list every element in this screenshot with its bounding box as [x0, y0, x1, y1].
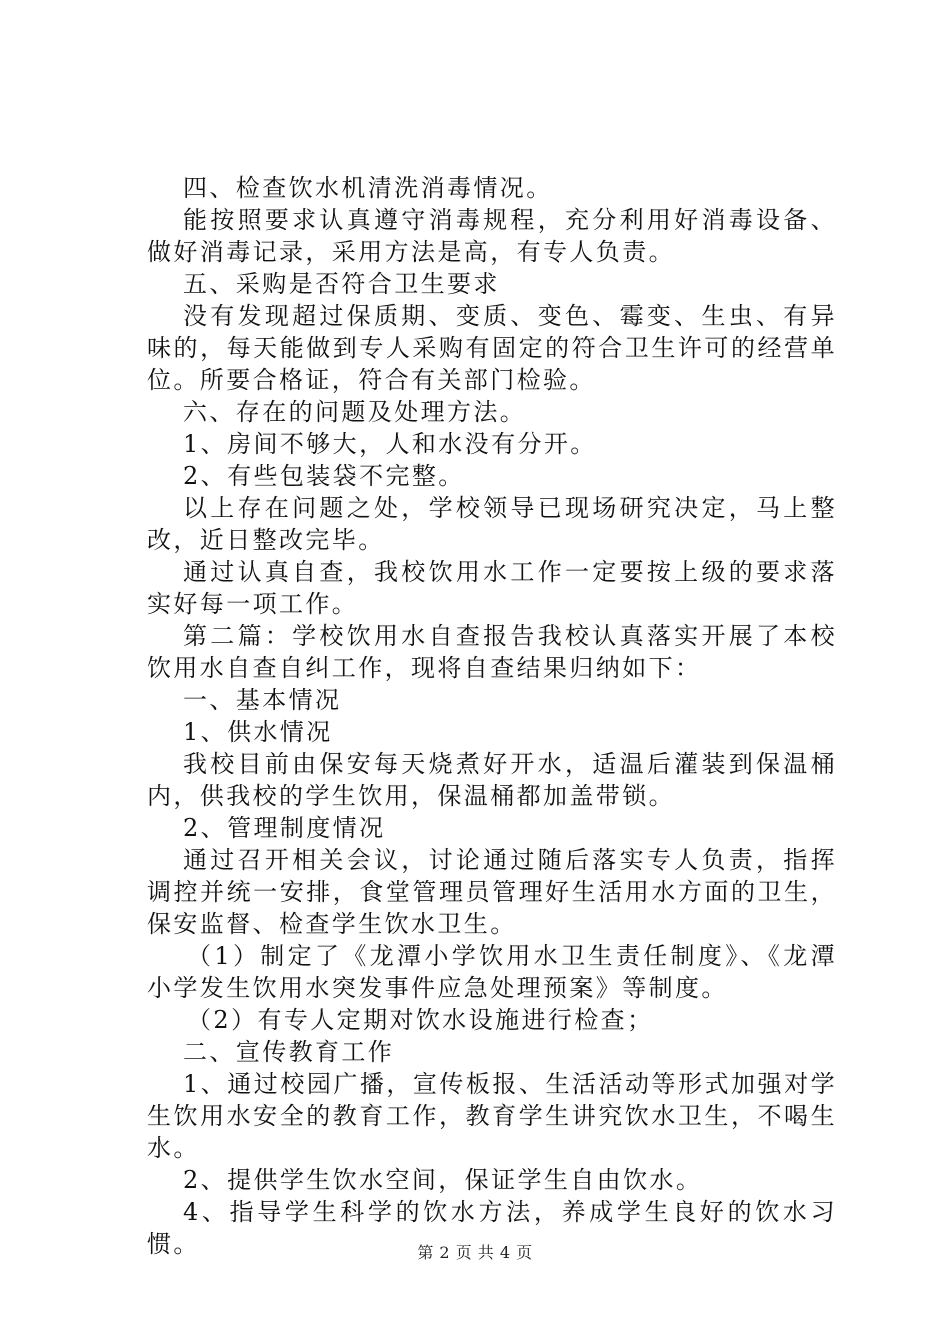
subheading-water-supply: 1、供水情况: [183, 718, 333, 746]
section-heading-basic-info: 一、基本情况: [183, 686, 342, 714]
section-heading-four: 四、检查饮水机清洗消毒情况。: [183, 174, 553, 202]
paragraph-disinfection: 能按照要求认真遵守消毒规程，充分利用好消毒设备、做好消毒记录，采用方法是高，有专人负责。: [147, 206, 837, 266]
section-heading-education: 二、宣传教育工作: [183, 1038, 395, 1066]
paragraph-purchasing: 没有发现超过保质期、变质、变色、霉变、生虫、有异味的，每天能做到专人采购有固定的符合卫生许可的经营单位。所要合格证，符合有关部门检验。: [147, 302, 837, 394]
list-item-regulation-1: （1）制定了《龙潭小学饮用水卫生责任制度》、《龙潭小学发生饮用水突发事件应急处理预案》等制度。: [147, 942, 837, 1002]
page-number-footer: 第 2 页 共 4 页: [417, 1243, 533, 1262]
paragraph-second-report-intro: 第二篇：学校饮用水自查报告我校认真落实开展了本校饮用水自查自纠工作，现将自查结果归纳如下：: [147, 622, 837, 682]
paragraph-rectification: 以上存在问题之处，学校领导已现场研究决定，马上整改，近日整改完毕。: [147, 494, 837, 554]
subheading-management: 2、管理制度情况: [183, 814, 386, 842]
section-heading-five: 五、采购是否符合卫生要求: [183, 270, 500, 298]
list-item-education-1: 1、通过校园广播，宣传板报、生活活动等形式加强对学生饮用水安全的教育工作，教育学生讲究饮水卫生，不喝生水。: [147, 1070, 837, 1162]
list-item-regulation-2: （2）有专人定期对饮水设施进行检查；: [187, 1006, 654, 1034]
document-body: [147, 172, 837, 1260]
list-item-education-2: 2、提供学生饮水空间，保证学生自由饮水。: [183, 1166, 703, 1194]
list-item-problem-2: 2、有些包装袋不完整。: [183, 462, 465, 490]
paragraph-water-supply: 我校目前由保安每天烧煮好开水，适温后灌装到保温桶内，供我校的学生饮用，保温桶都加盖带锁。: [147, 750, 837, 810]
paragraph-conclusion: 通过认真自查，我校饮用水工作一定要按上级的要求落实好每一项工作。: [147, 558, 837, 618]
paragraph-management: 通过召开相关会议，讨论通过随后落实专人负责，指挥调控并统一安排，食堂管理员管理好生活用水方面的卫生，保安监督、检查学生饮水卫生。: [147, 846, 837, 938]
list-item-problem-1: 1、房间不够大，人和水没有分开。: [183, 430, 597, 458]
section-heading-six: 六、存在的问题及处理方法。: [183, 398, 527, 426]
list-item-education-4: 4、指导学生科学的饮水方法，养成学生良好的饮水习惯。: [147, 1198, 837, 1258]
